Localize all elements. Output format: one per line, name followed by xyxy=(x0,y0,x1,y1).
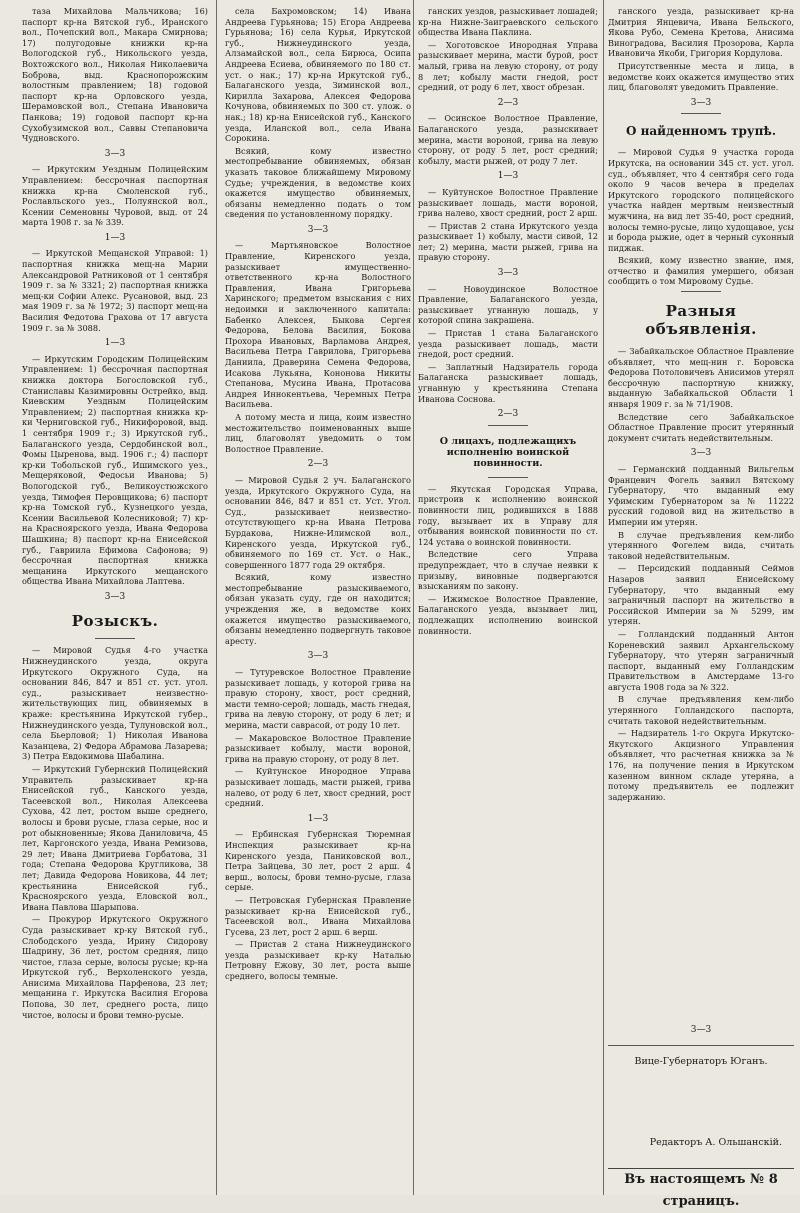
notice-paragraph: — Макаровское Волостное Правление разыскивает кобылу, масти вороной, грива на правую сторону, от роду 8 лет. xyxy=(225,732,411,764)
notice-paragraph: — Тутуревское Волостное Правление разыскивает лошадь, у которой грива на правую сторону, хвост, рост средний, масти темно-серой; лошадь, масть гнедая, грива на левую сторону, от роду 6 лет; и мерина, масти саврасой, от роду 10 лет. xyxy=(225,667,411,730)
notice-signature: 3—3 xyxy=(690,97,712,108)
notice-paragraph: Всякий, кому известно звание, имя, отчество и фамилия умершего, обязан сообщить о том Мировому Судье. xyxy=(608,255,794,287)
notice-paragraph: — Ербинская Губернская Тюремная Инспекция разыскивает кр-на Киренского уезда, Паниковской вол., Петра Зайцева, 30 лет, рост 2 арш. 4 верш., волосы, брови темно-русые, глаза серые. xyxy=(225,829,411,893)
signatures-block xyxy=(608,1020,794,1153)
notice-paragraph: — Ижимское Волостное Правление, Балаганского уезда, вызывает лиц, подлежащих исполнению воинской повинности. xyxy=(418,593,598,636)
notice-paragraph: — Иркутским Уездным Полицейским Управлением: бессрочная паспортная книжка кр-на Смоленской губ., Рославльского уез., Полуянской вол., Ксении Семеновны Чуровой, выд. от 24 марта 1908 г. за № 339. xyxy=(22,164,208,228)
divider xyxy=(488,425,528,426)
notice-signature: 1—3 xyxy=(104,338,126,349)
notice-paragraph: А потому места и лица, коим известно местожительство поименованных выше лиц, благоволят уведомить о том Волостное Правление. xyxy=(225,411,411,454)
notice-paragraph: — Куйтунское Инородное Управа разыскивает лошадь, масти рыжей, грива налево, от роду 6 лет, хвост средний, рост средний. xyxy=(225,766,411,809)
divider xyxy=(681,291,721,292)
notice-signature: 3—3 xyxy=(307,651,329,662)
notice-signature: 1—3 xyxy=(104,232,126,243)
notice-signature: 2—3 xyxy=(497,409,519,420)
notice-signature: 3—3 xyxy=(690,448,712,459)
divider xyxy=(95,638,135,639)
notice-paragraph: — Иркутский Губернский Полицейский Управитель разыскивает кр-на Енисейской губ., Канского уезда, Тасеевской вол., Николая Алексеева Сухова, 42 лет, ростом выше среднего, волосы и брови русые, глаза серые, нос и рот обыкновенные; Якова Даниловича, 45 лет, Каргонского уезда, Ивана Ремизова, 29 лет; Ивана Дмитриева Горбатова, 31 года; Степана Федорова Кругликова, 38 лет; Давида Федорова Новикова, 44 лет; крестьянина Енисейской губ., Красноярского уезда, Еловской вол., Ивана Павлова Шарыпова. xyxy=(22,764,208,912)
notice-paragraph: — Иркутской Мещанской Управой: 1) паспортная книжка мещ-на Марии Александровой Ратниковой от 1 сентября 1909 г. за № 3321; 2) паспортная книжка мещ-ки Софии Алекс. Русановой, выд. 23 мая 1909 г. за № 1972; 3) паспорт мещ-на Василия Федотова Грахова от 17 августа 1909 г. за № 3088. xyxy=(22,248,208,333)
page-count-footer: Въ настоящемъ № 8 страницъ. xyxy=(608,1168,794,1191)
notice-signature: 1—3 xyxy=(497,171,519,182)
notice-paragraph: — Прокурор Иркутского Окружного Суда разыскивает кр-ку Вятской губ., Слободского уезда, Ирину Сидорову Шадрину, 36 лет, ростом средняя, лицо чистое, глаза серые, волосы русые; кр-на Иркутской губ., Верхоленского уезда, Анисима Михайлова Парфенова, 23 лет; мещанина г. Иркутска Василия Егорова Попова, 30 лет, среднего роста, лицо чистое, волосы и брови темно-русые. xyxy=(22,914,208,1020)
notice-paragraph: — Мартьяновское Волостное Правление, Киренского уезда, разыскивает имущественно-ответственного кр-на Волостного Правления, Ивана Григорьева Харинского; предметом взыскания с них недоимки и заключенного капитала: Бабенко Алексея, Быкова Сергея Федорова, Белова Василия, Бокова Прохора Ивановых, Варламова Андрея, Васильева Петра Гаврилова, Григорьева Даниила, Драверина Семена Федорова, Исакова Лукьяна, Кононова Никиты Степанова, Мусина Ивана, Протасова Андрея Иннокентьева, Черемных Петра Васильева. xyxy=(225,240,411,410)
column-3 xyxy=(418,6,598,1195)
notice-paragraph: — Пристав 2 стана Иркутского уезда разыскивает 1) кобылу, масти сивой, 12 лет; 2) мерина, масти рыжей, грива на правую сторону. xyxy=(418,220,598,263)
notice-paragraph: — Германский подданный Вильгельм Францевич Фогель заявил Вятскому Губернатору, что выданный ему Уфимским Губернатором за № 11222 русский годовой вид на жительство в Империи им утерян. xyxy=(608,464,794,527)
notice-paragraph: — Мировой Судья 4-го участка Нижнеудинского уезда, округа Иркутского Окружного Суда, на основании 846, 847 и 851 ст. уст. угол. суд., разыскивает неизвестно-жительствующих лиц, обвиняемых в краже: крестьянина Иркутской губер., Нижнеудинского уезда, Тулуновской вол., села Бьерловой; 1) Николая Иванова Казанцева, 2) Федора Абрамова Лазарева; 3) Петра Евдокимова Шабалина. xyxy=(22,645,208,762)
notice-signature: 3—3 xyxy=(497,268,519,279)
notice-paragraph: — Надзиратель 1-го Округа Иркутско-Якутского Акцизного Управления объявляет, что расчетная книжка за № 176, на получение пения в Иркутском казенном винном складе утеряна, а потому предъявитель ее подлежит задержанию. xyxy=(608,728,794,802)
notice-signature: 3—3 xyxy=(104,148,126,159)
notice-paragraph: ганских уездов, разыскивает лошадей; кр-на Нижне-Заиграевского сельского общества Ивана Паклина. xyxy=(418,6,598,38)
notice-paragraph: — Мировой Судья 9 участка города Иркутска, на основании 345 ст. уст. угол. суд., объявляет, что 4 сентября сего года около 9 часов вечера в пределах Иркутского городского полицейского участка найден мертвым неизвестный мужчина, на вид лет 35-40, рост средний, волосы темно-русые, лицо худощавое, усы и борода рыжие, одет в черный суконный пиджак. xyxy=(608,147,794,253)
column-4 xyxy=(608,6,794,1015)
notice-signature: 3—3 xyxy=(104,591,126,602)
section-heading-persons: О лицахъ, подлежащихъ исполненію воинской повинности. xyxy=(439,435,577,469)
notice-paragraph: — Хоготовское Инородная Управа разыскивает мерина, масти бурой, рост малый, грива на левую сторону, от роду 8 лет; кобылу масти гнедой, рост средний, от роду 6 лет, хвост обрезан. xyxy=(418,39,598,93)
section-heading-rozysk: Розыскъ. xyxy=(71,612,159,631)
notice-signature: 1—3 xyxy=(307,813,329,824)
notice-paragraph: Всякий, кому известно местопребывание разыскиваемого, обязан указать суду, где он находится; учреждения же, в ведомстве коих окажется имущество разыскиваемого, обязаны немедленно подвергнуть таковое аресту. xyxy=(225,572,411,646)
notice-paragraph: — Пристав 1 стана Балаганского уезда разыскивает лошадь, масти гнедой, рост средний. xyxy=(418,328,598,360)
divider xyxy=(681,113,721,114)
notice-signature: 3—3 xyxy=(307,224,329,235)
notice-paragraph: ганского уезда, разыскивает кр-на Дмитрия Янцевича, Ивана Бельского, Якова Рубо, Семена Кретова, Анисима Виноградова, Василия Прозорова, Карла Ивановича Якоби, Григория Кордулова. xyxy=(608,6,794,59)
column-2 xyxy=(225,6,411,1195)
notice-signature: 3—3 xyxy=(690,1025,712,1035)
notice-paragraph: — Мировой Судья 2 уч. Балаганского уезда, Иркутского Окружного Суда, на основании 846, 847 и 851 ст. Уст. Угол. Суд., разыскивает неизвестно-отсутствующего кр-на Ивана Петрова Бурдакова, Нижне-Илимской вол., Киренского уезда, Иркутской губ., обвиняемого по 169 ст. Уст. о Нак., совершенного 1877 года 29 октября. xyxy=(225,474,411,570)
divider xyxy=(488,477,528,478)
notice-paragraph: — Куйтунское Волостное Правление разыскивает лошадь, масти вороной, грива налево, хвост средний, рост 2 арш. xyxy=(418,186,598,219)
notice-paragraph: Присутственные места и лица, в ведомстве коих окажется имущество этих лиц, благоволят уведомить Правление. xyxy=(608,60,794,93)
notice-paragraph: — Иркутским Городским Полицейским Управлением: 1) бессрочная паспортная книжка доктора Богословской губ., Станиславы Казимировны Острейко, выд. Киевским Уездным Полицейским Управлением; 2) паспортная книжка кр-ки Черниговской губ., Никифоровой, выд. 1 сентября 1909 г.; 3) Иркутской губ., Балаганского уезда, Сердобинской вол., Фомы Цыренова, выд. 1906 г.; 4) паспорт кр-ки Тобольской губ., Ишимского уез., Мещеряковой, Федосьи Иванова; 5) Вологодской губ., Великоустюжского уезда, Тимофея Перовщикова; 6) паспорт кр-на Томской губ., Кузнецкого уезда, Ксении Васильевой Колесниковой; 7) кр-на Красноярского уезда, Ивана Федорова Шашкина; 8) паспорт кр-на Енисейской губ., Гавриила Ефимова Сафонова; 9) бессрочная паспортная книжка мещанина Иркутского мещанского общества Ивана Михайлова Лаптева. xyxy=(22,353,208,587)
notice-paragraph: Вследствие сего Управа предупреждает, что в случае неявки к призыву, виновные подвергаются взысканиям по закону. xyxy=(418,549,598,592)
column-divider xyxy=(216,0,217,1195)
notice-signature: 2—3 xyxy=(307,459,329,470)
notice-paragraph: Вследствие сего Забайкальское Областное Правление просит утерянный документ считать недействительным. xyxy=(608,411,794,443)
section-heading-raznya: Разныя объявленія. xyxy=(645,302,757,339)
notice-paragraph: В случае предъявления кем-либо утерянного Фогелем вида, считать таковой недействительным. xyxy=(608,529,794,561)
notice-signature: 2—3 xyxy=(497,97,519,108)
notice-paragraph: таза Михайлова Мальчикова; 16) паспорт кр-на Вятской губ., Иранского вол., Почепский вол., Макара Смирнова; 17) полугодовые книжки кр-на Вологодской губ., Никольского уезда, Вохтожского вол., Николая Николаевича Боброва, выд. Краснопорожским волостным правлением; 18) годовой паспорт кр-на Орловского уезда, Шерамовской вол., Степана Ивановича Панкова; 19) годовой паспорт кр-на Сухобузимской вол., Саввы Степановича Чудновского. xyxy=(22,6,208,144)
notice-paragraph: Всякий, кому известно местопребывание обвиняемых, обязан указать таковое ближайшему Мировому Судье; учреждения, в ведомстве коих окажется имущество обвиняемых, обязаны немедленно подать о том сведения по установленному порядку. xyxy=(225,145,411,220)
notice-paragraph: — Осинское Волостное Правление, Балаганского уезда, разыскивает мерина, масти вороной, грива на левую сторону, от роду 5 лет, рост средний; кобылу, масти рыжей, от роду 7 лет. xyxy=(418,113,598,166)
vice-governor-signature: Вице-Губернаторъ Юганъ. xyxy=(634,1056,768,1067)
notice-paragraph: — Голландский подданный Антон Кореневский заявил Архангельскому Губернатору, что утерян заграничный паспорт, выданный ему Голландским Правительством в Амстердаме 13-го августа 1908 года за № 322. xyxy=(608,628,794,692)
notice-paragraph: — Персидский подданный Сеймов Назаров заявил Енисейскому Губернатору, что выданный ему заграничный паспорт на жительство в Российской Империи за № 5299, им утерян. xyxy=(608,563,794,627)
column-1 xyxy=(22,6,208,1195)
notice-paragraph: — Якутская Городская Управа, пристроив к исполнению воинской повинности лиц, родившихся в 1888 году, вызывает их в Управу для отбывания воинской повинности по ст. 124 устава о воинской повинности. xyxy=(418,483,598,547)
editor-signature: Редакторъ А. Ольшанскій. xyxy=(649,1137,782,1148)
column-divider xyxy=(603,0,604,1195)
notice-paragraph: села Бахромовском; 14) Ивана Андреева Гурьянова; 15) Егора Андреева Гурьянова; 16) села Курья, Иркутской губ., Нижнеудинского уезда, Алзамайской вол., села Бирюса, Осипа Андреева Есиева, обвиняемого по 180 ст. уст. о нак.; 17) кр-на Иркутской губ., Балаганского уезда, Зиминской вол., Кирилла Захарова, Алексея Федорова Кочунова, обвиняемых по 300 ст. улож. о нак.; 18) кр-на Енисейской губ., Канского уезда, Иланской вол., села Ивана Сорокина. xyxy=(225,6,411,144)
notice-paragraph: — Забайкальское Областное Правление объявляет, что мещ-нин г. Боровска Федорова Потоловичевъ Анисимов утерял бессрочную паспортную книжку, выданную Забайкальской Области 1 января 1909 г. за № 71/1908. xyxy=(608,346,794,410)
notice-paragraph: В случае предъявления кем-либо утерянного Голландского паспорта, считать таковой недействительным. xyxy=(608,694,794,726)
notice-paragraph: — Пристав 2 стана Нижнеудинского уезда разыскивает кр-ку Наталью Петровну Ежову, 30 лет, роста выше среднего, волосы темные. xyxy=(225,939,411,982)
section-heading-trup: О найденномъ трупѣ. xyxy=(625,124,776,139)
notice-paragraph: — Заплатный Надзиратель города Балаганска разыскивает лошадь, угнанную у крестьянина Степана Иванова Соснова. xyxy=(418,361,598,404)
divider xyxy=(608,1045,794,1046)
notice-paragraph: — Новоудинское Волостное Правление, Балаганского уезда, разыскивает угнанную лошадь, у которой спина закрашена. xyxy=(418,283,598,326)
notice-paragraph: — Петровская Губернская Правление разыскивает кр-на Енисейской губ., Тасеевской вол., Ивана Михайлова Гусева, 23 лет, рост 2 арш. 6 верш. xyxy=(225,894,411,937)
column-divider xyxy=(413,0,414,1195)
